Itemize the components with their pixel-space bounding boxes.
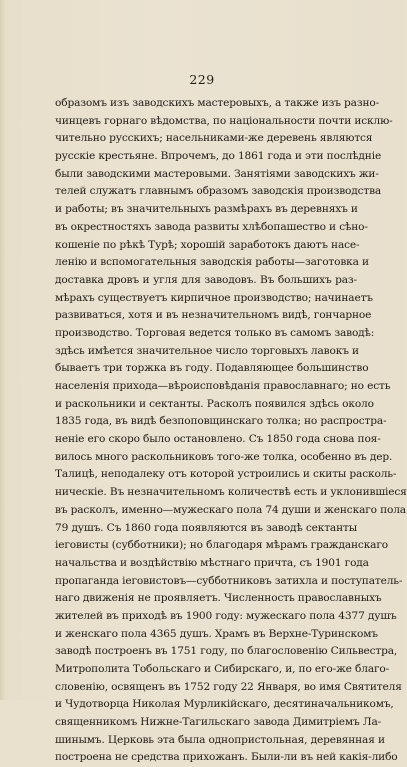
- text-line: словенію, освященъ въ 1752 году 22 Января, во имя Святителя: [55, 680, 402, 693]
- text-line: заводѣ построенъ въ 1751 году, по благословенію Сильвестра,: [55, 645, 398, 658]
- text-line: и раскольники и сектанты. Расколъ появился здѣсь около: [55, 397, 374, 410]
- text-line: іеговисты (субботники); но благодаря мѣрамъ гражданскаго: [55, 539, 388, 552]
- text-line: русскіе крестьяне. Впрочемъ, до 1861 года и эти послѣдніе: [55, 150, 382, 163]
- text-line: телей служатъ главнымъ образомъ заводскія производства: [55, 185, 382, 198]
- text-line: и женскаго пола 4365 душъ. Храмъ въ Верхне-Туринскомъ: [55, 627, 378, 640]
- text-line: образомъ изъ заводскихъ мастеровыхъ, а также изъ разно-: [55, 97, 380, 109]
- text-line: Митрополита Тобольскаго и Сибирскаго, и, по его-же благо-: [55, 663, 390, 675]
- text-line: пропаганда іеговистовъ—субботниковъ затихла и поступатель-: [55, 574, 403, 587]
- text-line: въ расколъ, именно—мужескаго пола 74 души и женскаго пола: [55, 503, 406, 516]
- text-line: 1835 года, въ видѣ безпоповщинскаго толка; но распростра-: [55, 415, 387, 428]
- text-line: производство. Торговая ведется только въ самомъ заводѣ:: [55, 326, 375, 339]
- text-line: развиваться, хотя и въ незначительномъ видѣ, гончарное: [55, 309, 372, 322]
- text-line: бываетъ три торжка въ году. Подавляющее большинство: [55, 362, 369, 375]
- text-line: кошеніе по рѣкѣ Турѣ; хорошій заработокъ даютъ насе-: [55, 238, 360, 251]
- text-line: и Чудотворца Николая Мурликійскаго, десятиначальникомъ,: [55, 698, 394, 711]
- text-line: ленію и вспомогательныя заводскія работы—заготовка и: [55, 256, 369, 269]
- text-line: и работы; въ значительныхъ размѣрахъ въ деревняхъ и: [55, 203, 358, 216]
- text-line: вилось много раскольниковъ того-же толка, особенно въ дер.: [55, 450, 393, 463]
- text-line: здѣсь имѣется значительное число торговыхъ лавокъ и: [55, 344, 359, 357]
- page-number: 229: [189, 72, 215, 87]
- text-line: чительно русскихъ; насельниками-же деревень являются: [55, 132, 373, 145]
- text-line: 79 душъ. Съ 1860 года появляются въ заводѣ сектанты: [55, 521, 357, 534]
- text-line: мѣрахъ существуетъ кирпичное производство; начинаетъ: [55, 291, 373, 304]
- text-line: наго движенія не проявляетъ. Численность православныхъ: [55, 592, 382, 605]
- text-line: шинымъ. Церковь эта была однопристольная, деревянная и: [55, 733, 385, 746]
- text-line: доставка дровъ и угля для заводовъ. Въ большихъ раз-: [55, 273, 357, 286]
- text-line: построена не средства прихожанъ. Были-ли въ ней какія-либо: [55, 751, 398, 764]
- text-line: въ окрестностяхъ завода развиты хлѣбопашество и сѣно-: [55, 220, 368, 233]
- text-line: священникомъ Нижне-Тагильскаго завода Димитріемъ Ла-: [55, 716, 382, 729]
- text-line: были заводскими мастеровыми. Занятіями заводскихъ жи-: [55, 167, 379, 180]
- text-line: начальства и воздѣйствію мѣстнаго причта, съ 1901 года: [55, 556, 369, 569]
- body-text: [55, 95, 407, 767]
- text-line: жителей въ приходѣ въ 1900 году: мужескаго пола 4377 душъ: [55, 609, 397, 622]
- text-line: неніе его скоро было остановлено. Съ 1850 года снова поя-: [55, 433, 381, 446]
- text-line: чинцевъ горнаго вѣдомства, по національности почти исклю-: [55, 114, 393, 127]
- text-line: Талицѣ, неподалеку отъ которой устроились и скиты расколь-: [55, 468, 397, 481]
- text-line: ническіе. Въ незначительномъ количествѣ есть и уклонившіеся: [55, 486, 407, 499]
- text-line: населенія прихода—вѣроисповѣданія православнаго; но есть: [55, 380, 391, 392]
